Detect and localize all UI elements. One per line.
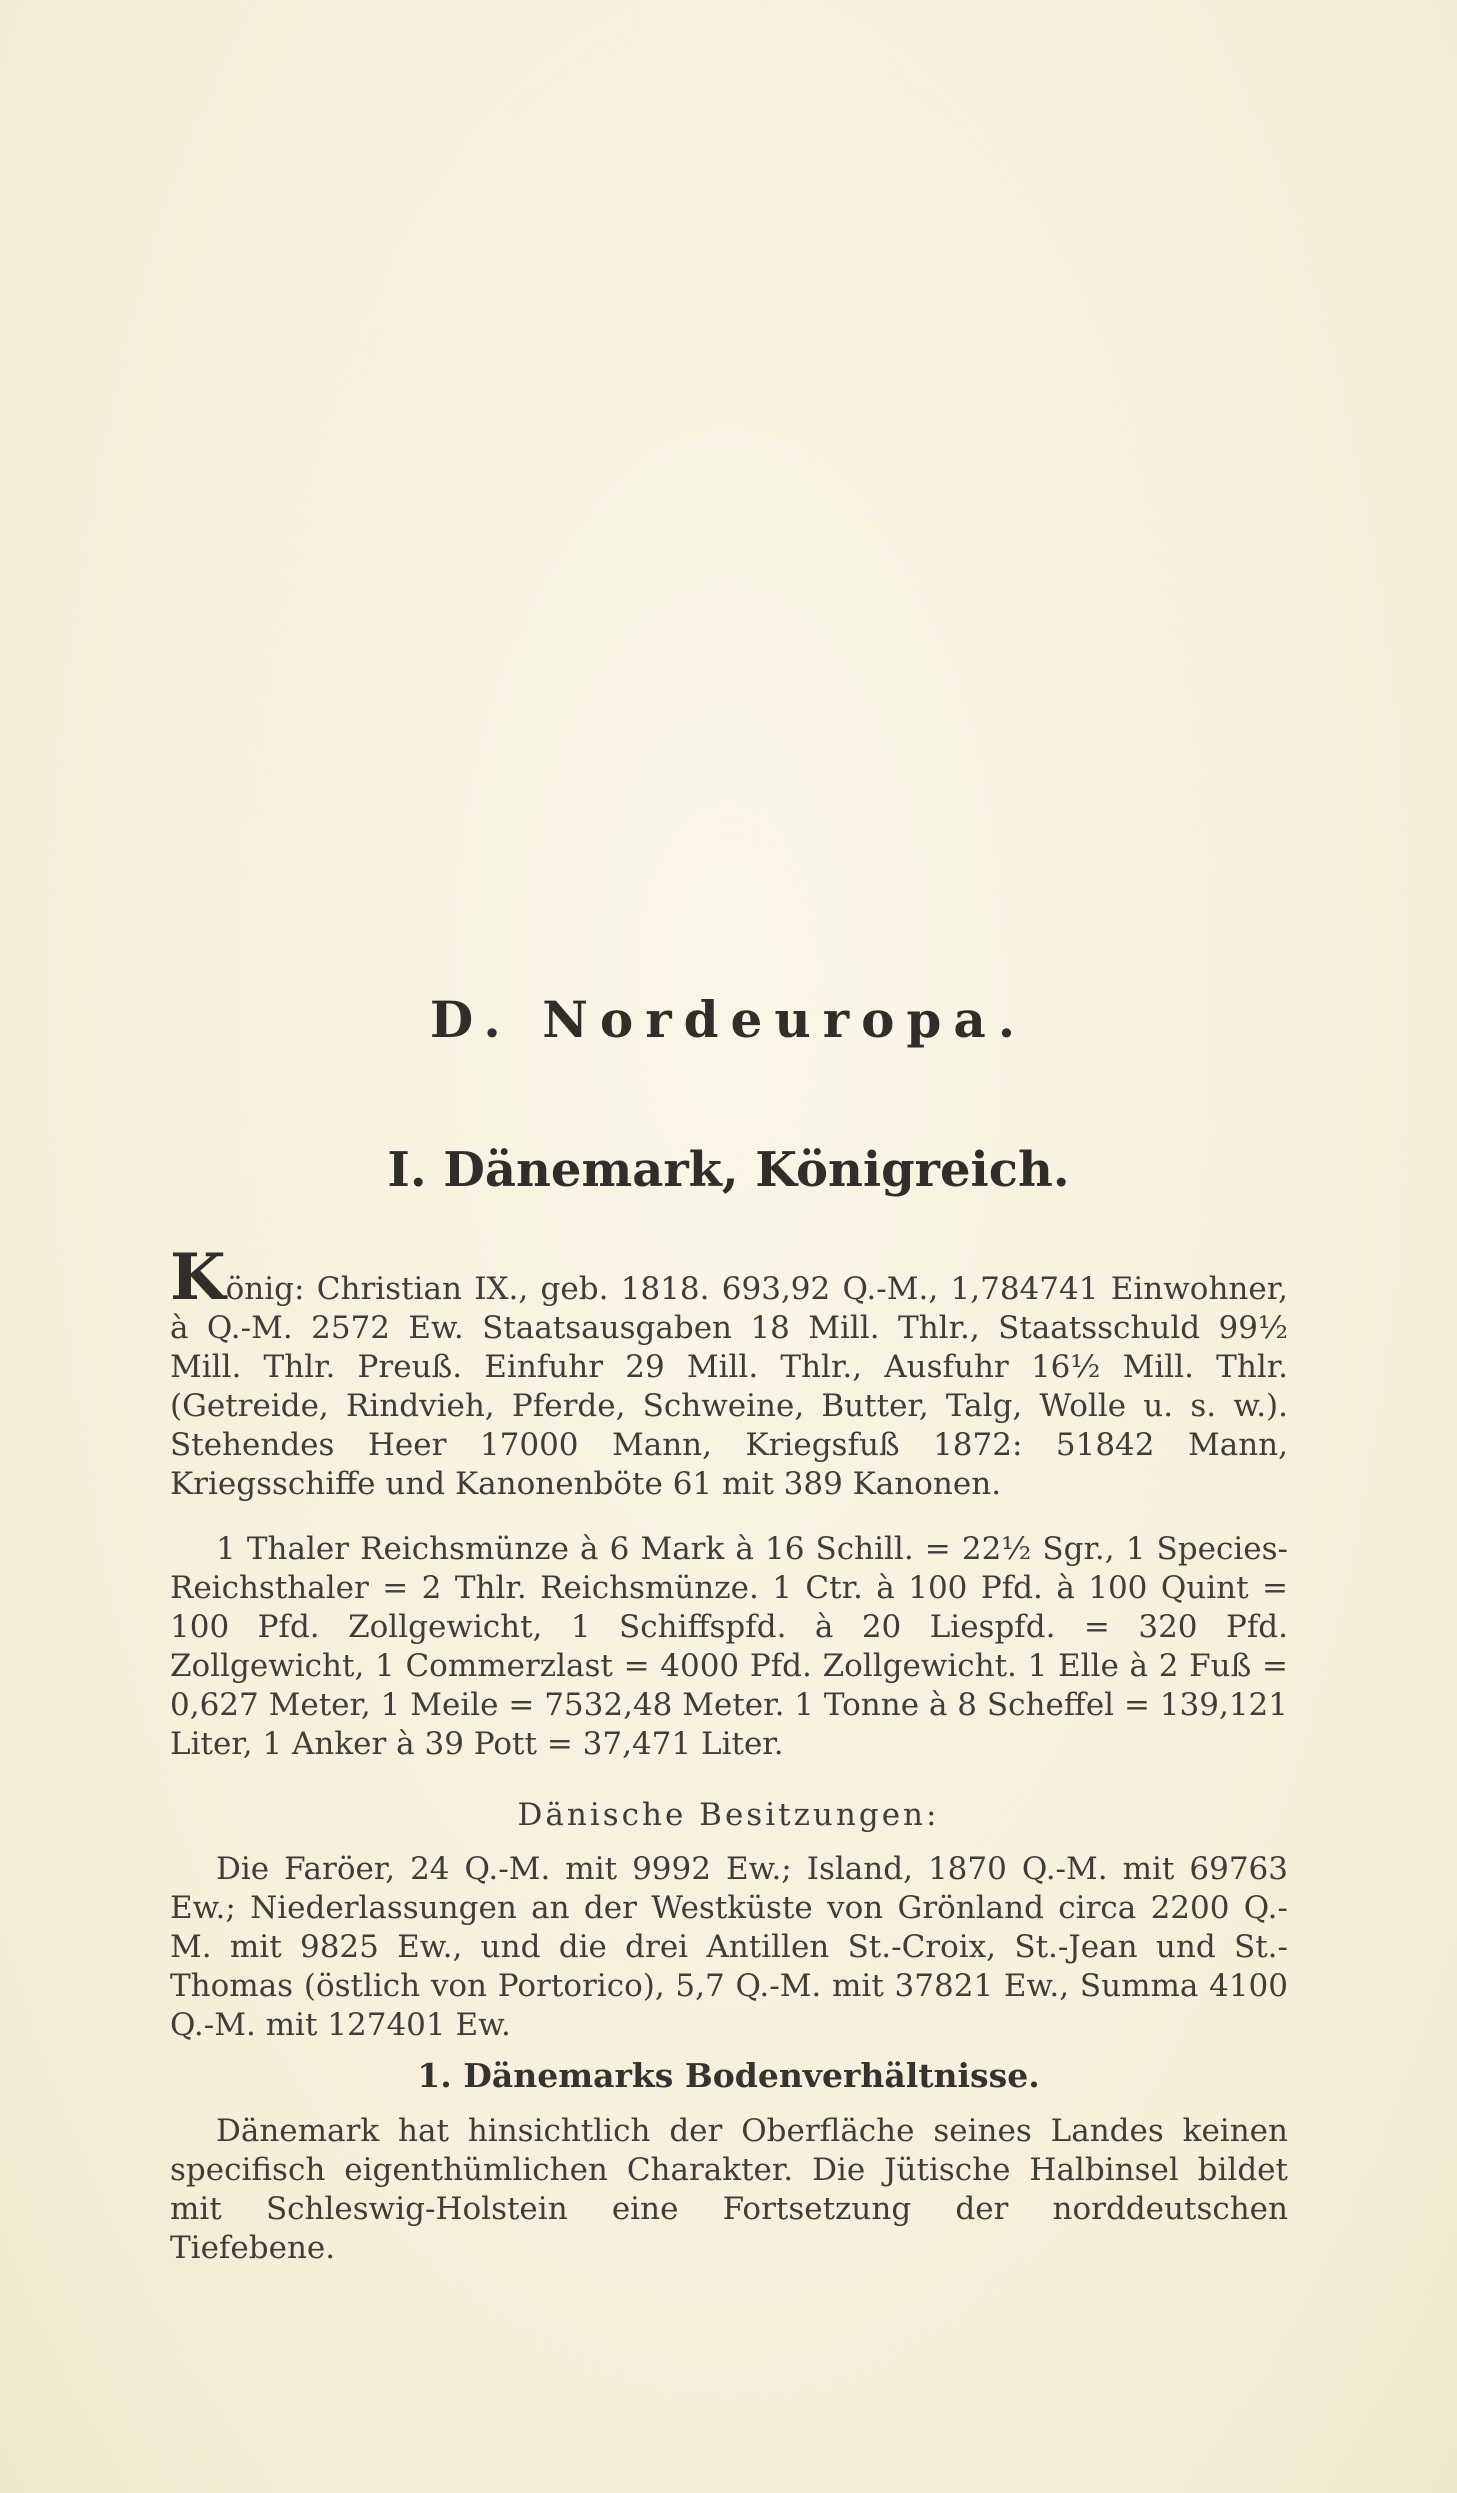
soil-text: Dänemark hat hinsichtlich der Oberfläche seines Landes keinen specifisch eigenthümlichen Charakter. Die Jütische Halbinsel bildet mit Schleswig-Holstein eine Fortsetzung der norddeutschen Tiefebene.: [170, 2113, 1288, 2266]
intro-text: önig: Christian IX., geb. 1818. 693,92 Q.-M., 1,784741 Einwohner, à Q.-M. 2572 Ew. Staatsausgaben 18 Mill. Thlr., Staatsschuld 99½ Mill. Thlr. Preuß. Einfuhr 29 Mill. Thlr., Ausfuhr 16½ Mill. Thlr. (Getreide, Rindvieh, Pferde, Schweine, Butter, Talg, Wolle u. s. w.). Stehendes Heer 17000 Mann, Kriegsfuß 1872: 51842 Mann, Kriegsschiffe und Kanonenböte 61 mit 389 Kanonen.: [170, 1271, 1288, 1502]
intro-paragraph: [170, 1240, 1288, 1504]
section-title: D. Nordeuropa.: [429, 990, 1028, 1049]
possessions-heading: Dänische Besitzungen:: [517, 1797, 940, 1833]
drop-cap: K: [170, 1240, 226, 1315]
units-paragraph: [170, 1530, 1288, 1764]
possessions-paragraph: [170, 1850, 1288, 2045]
possessions-text: Die Faröer, 24 Q.-M. mit 9992 Ew.; Island, 1870 Q.-M. mit 69763 Ew.; Niederlassungen an der Westküste von Grönland circa 2200 Q.-M. mit 9825 Ew., und die drei Antillen St.-Croix, St.-Jean und St.-Thomas (östlich von Portorico), 5,7 Q.-M. mit 37821 Ew., Summa 4100 Q.-M. mit 127401 Ew.: [170, 1851, 1288, 2043]
units-text: 1 Thaler Reichsmünze à 6 Mark à 16 Schill. = 22½ Sgr., 1 Species-Reichsthaler = 2 Thlr. Reichsmünze. 1 Ctr. à 100 Pfd. à 100 Quint = 100 Pfd. Zollgewicht, 1 Schiffspfd. à 20 Liespfd. = 320 Pfd. Zollgewicht, 1 Commerzlast = 4000 Pfd. Zollgewicht. 1 Elle à 2 Fuß = 0,627 Meter, 1 Meile = 7532,48 Meter. 1 Tonne à 8 Scheffel = 139,121 Liter, 1 Anker à 39 Pott = 37,471 Liter.: [170, 1531, 1288, 1762]
chapter-title: I. Dänemark, Königreich.: [387, 1142, 1070, 1198]
soil-heading: 1. Dänemarks Bodenverhältnisse.: [417, 2056, 1040, 2095]
soil-paragraph: [170, 2112, 1288, 2268]
